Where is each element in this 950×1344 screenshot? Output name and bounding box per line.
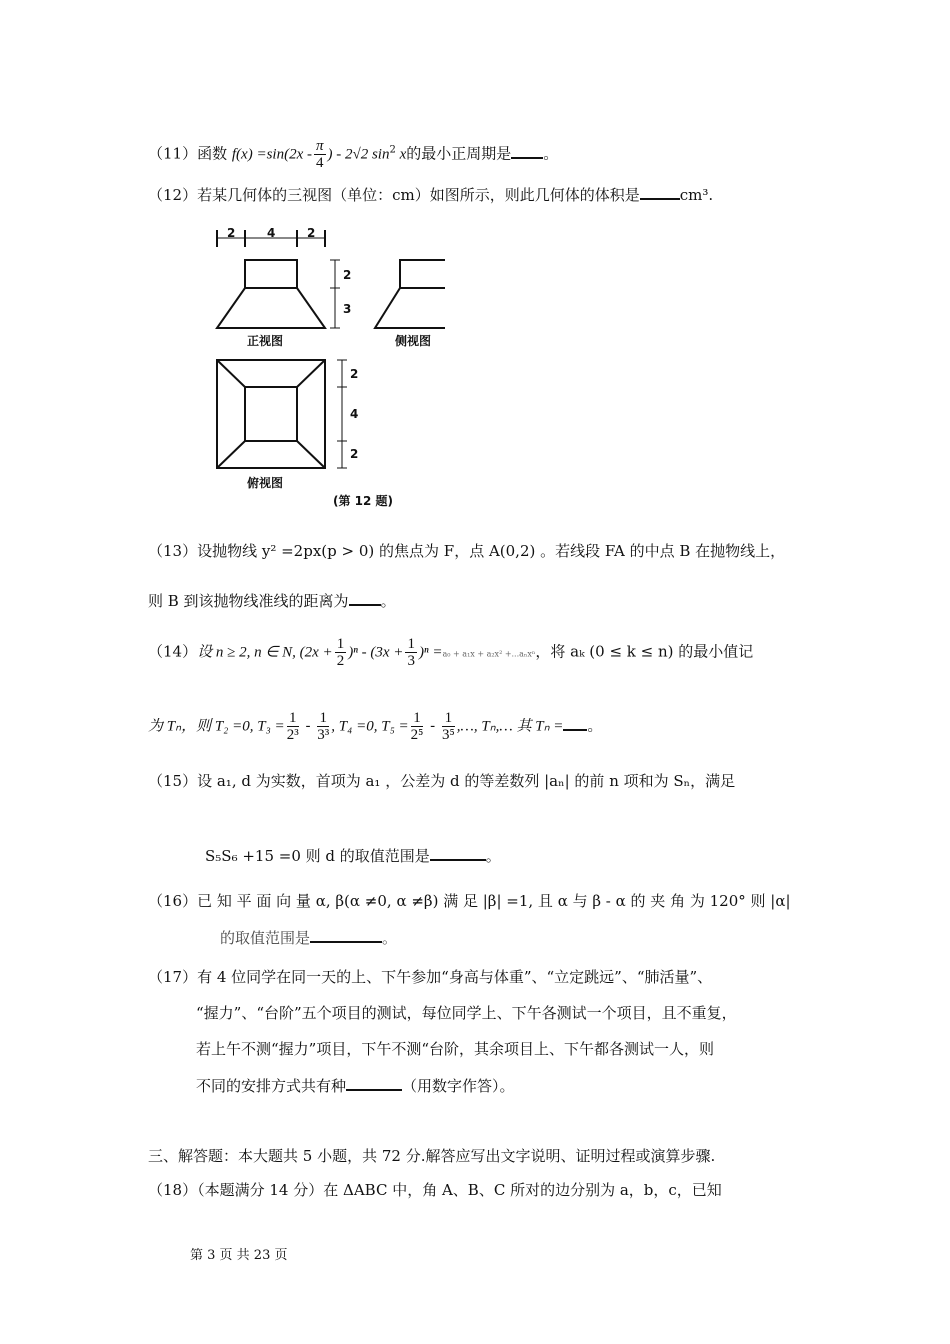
top-view-edge <box>217 441 245 468</box>
side-view-top-box <box>400 260 445 288</box>
numerator: 1 <box>336 636 345 652</box>
question-13-line1 <box>148 540 785 562</box>
q-text: 则 B 到该抛物线准线的距离为 <box>148 592 349 610</box>
dim-label: 2 <box>227 226 236 240</box>
punct: 。 <box>485 847 501 865</box>
q-text: 不同的安排方式共有种 <box>196 1077 347 1095</box>
numerator: 1 <box>411 710 424 727</box>
figure-caption: (第 12 题) <box>333 494 394 508</box>
question-15-line2 <box>205 845 501 867</box>
answer-blank <box>346 1075 402 1091</box>
dim-label: 3 <box>343 302 352 316</box>
front-view-label: 正视图 <box>247 334 284 348</box>
numerator: 1 <box>407 636 415 652</box>
question-16-line1 <box>148 890 791 912</box>
q-text: 的最小正周期是 <box>406 144 512 163</box>
q-text: 有 4 位同学在同一天的上、下午参加“身高与体重”、“立定跳远”、“肺活量”、 <box>197 968 713 986</box>
fraction <box>287 710 299 743</box>
dim-label: 4 <box>350 407 359 421</box>
denominator: 3⁵ <box>442 727 455 743</box>
q-number: （17） <box>148 968 198 986</box>
dim-label: 2 <box>307 226 316 240</box>
q-text: 若上午不测“握力”项目，下午不测“台阶，其余项目上、下午都各测试一人，则 <box>196 1040 715 1058</box>
math: , T₄ =0, T₅ = <box>331 718 409 735</box>
punct: 。 <box>382 929 398 947</box>
answer-blank <box>310 927 382 943</box>
numerator: π <box>315 138 324 154</box>
answer-blank <box>349 590 381 606</box>
q-text: 函数 <box>197 144 228 163</box>
denominator: 3³ <box>317 727 330 743</box>
q-text: “握力”、“台阶”五个项目的测试，每位同学上、下午各测试一个项目，且不重复， <box>196 1004 737 1022</box>
q-text: （用数字作答）。 <box>402 1077 515 1095</box>
math: ) - 2√2 sin <box>327 146 390 163</box>
question-11 <box>148 138 558 171</box>
q-text: 设抛物线 y² =2px(p > 0) 的焦点为 F，点 A(0,2) 。若线段 FA 的中点 B 在抛物线上， <box>197 542 786 560</box>
fraction <box>314 138 326 171</box>
answer-blank <box>563 715 587 731</box>
q-text: 设 a₁, d 为实数，首项为 a₁ ，公差为 d 的等差数列 |aₙ| 的前 n 项和为 Sₙ，满足 <box>197 772 736 790</box>
question-17-line4 <box>196 1075 515 1097</box>
q-number: （13） <box>148 542 198 560</box>
q-number: （12） <box>148 186 198 204</box>
punct: 。 <box>380 592 396 610</box>
answer-blank <box>511 143 543 159</box>
q-text: ，将 aₖ (0 ≤ k ≤ n) 的最小值记 <box>535 642 754 661</box>
question-17-line2 <box>196 1002 737 1024</box>
question-17-line3 <box>196 1038 714 1060</box>
top-view-edge <box>297 441 325 468</box>
q-text: （本题满分 14 分）在 ΔABC 中，角 A、B、C 所对的边分别为 a，b，c，已知 <box>197 1181 722 1199</box>
math: ,…, Tₙ,… 其 Tₙ = <box>456 718 564 735</box>
numerator: 1 <box>287 710 299 727</box>
side-view-label: 侧视图 <box>395 334 432 348</box>
page-footer: 第 3 页 共 23 页 <box>190 1248 288 1263</box>
top-view-edge <box>297 360 325 387</box>
q-number: （16） <box>148 892 198 910</box>
denominator: 2³ <box>286 727 299 743</box>
three-view-figure <box>205 225 445 515</box>
question-15-line1 <box>148 770 735 792</box>
top-view-inner <box>245 387 297 441</box>
q-text: 若某几何体的三视图（单位：cm）如图所示，则此几何体的体积是 <box>197 186 640 204</box>
front-view-trapezoid <box>217 288 325 328</box>
fraction <box>405 636 417 669</box>
math: x <box>395 146 407 163</box>
answer-blank <box>430 845 486 861</box>
denominator: 3 <box>407 653 415 669</box>
q-text: 已 知 平 面 向 量 α, β(α ≠0, α ≠β) 满 足 |β| =1, 且 α 与 β - α 的 夹 角 为 120° 则 |α| <box>197 892 791 910</box>
math: 设 n ≥ 2, n ∈ N, (2x + <box>197 644 333 661</box>
question-16-line2 <box>220 927 397 949</box>
q-number: （15） <box>148 772 198 790</box>
math: )ⁿ = <box>418 644 443 661</box>
numerator: 1 <box>442 710 455 727</box>
dim-label: 2 <box>350 367 359 381</box>
fraction <box>335 636 347 669</box>
polynomial: a₀ + a₁x + a₂x² +...aₙxⁿ <box>442 649 536 659</box>
q-number: （14） <box>148 642 198 661</box>
q-text: S₅S₆ +15 =0 则 d 的取值范围是 <box>205 847 430 865</box>
denominator: 4 <box>315 155 324 171</box>
dim-label: 2 <box>350 447 359 461</box>
front-view-top-box <box>245 260 297 288</box>
question-13-line2 <box>148 590 396 612</box>
denominator: 2⁵ <box>410 727 424 743</box>
math: - <box>425 716 440 735</box>
section-heading: 三、解答题：本大题共 5 小题，共 72 分.解答应写出文字说明、证明过程或演算步骤. <box>148 1147 716 1165</box>
denominator: 2 <box>336 653 345 669</box>
math: f(x) =sin(2x - <box>231 146 312 163</box>
fraction <box>317 710 329 743</box>
fraction <box>411 710 424 743</box>
question-18 <box>148 1179 722 1201</box>
fraction <box>442 710 455 743</box>
exponent: 2 <box>389 144 396 156</box>
punct: 。 <box>543 144 559 163</box>
q-number: （11） <box>148 144 198 163</box>
top-view-label: 俯视图 <box>247 476 284 490</box>
question-14-line1 <box>148 636 753 669</box>
math: )ⁿ - (3x + <box>348 644 404 661</box>
question-12 <box>148 184 713 206</box>
question-17-line1 <box>148 966 712 988</box>
punct: 。 <box>587 716 603 735</box>
math: 为 Tₙ，则 T₂ =0, T₃ = <box>148 718 285 735</box>
q-number: （18） <box>148 1181 198 1199</box>
question-14-line2 <box>148 710 602 743</box>
q-text: 的取值范围是 <box>220 929 311 947</box>
unit: cm³. <box>679 186 714 204</box>
dim-label: 2 <box>343 268 352 282</box>
answer-blank <box>640 184 680 200</box>
numerator: 1 <box>317 710 329 727</box>
math: - <box>300 716 316 735</box>
side-view-trapezoid <box>375 288 445 328</box>
dim-label: 4 <box>267 226 276 240</box>
top-view-edge <box>217 360 245 387</box>
